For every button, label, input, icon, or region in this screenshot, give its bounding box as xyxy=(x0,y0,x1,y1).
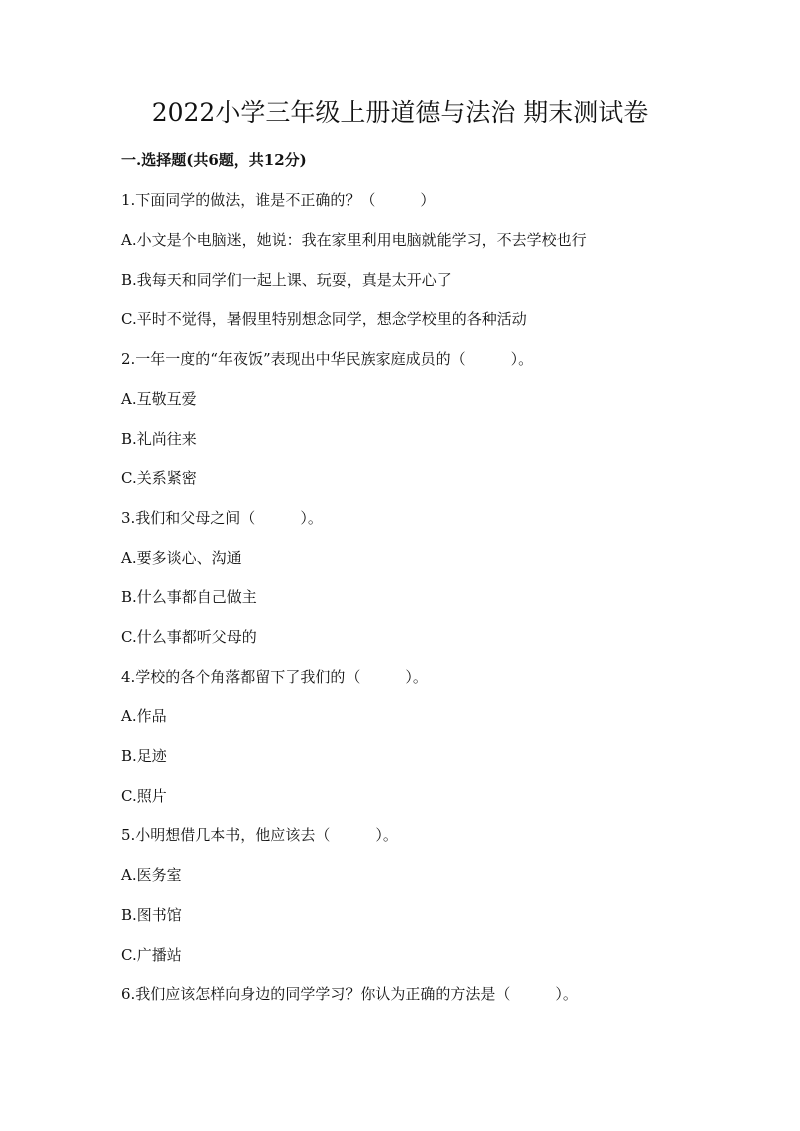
question-3-stem: 3.我们和父母之间（ ）。 xyxy=(121,509,323,527)
section-heading: 一.选择题(共6题，共12分) xyxy=(121,151,307,169)
question-3-option-b: B.什么事都自己做主 xyxy=(121,588,257,606)
question-3-option-a: A.要多谈心、沟通 xyxy=(121,549,242,567)
question-2-option-b: B.礼尚往来 xyxy=(121,430,197,448)
question-5-option-c: C.广播站 xyxy=(121,946,182,964)
question-4-option-c: C.照片 xyxy=(121,787,167,805)
question-2-option-c: C.关系紧密 xyxy=(121,469,197,487)
exam-title: 2022小学三年级上册道德与法治 期末测试卷 xyxy=(151,98,649,127)
question-1-option-c: C.平时不觉得，暑假里特别想念同学，想念学校里的各种活动 xyxy=(121,310,527,328)
question-1-option-b: B.我每天和同学们一起上课、玩耍，真是太开心了 xyxy=(121,271,452,289)
question-1-stem: 1.下面同学的做法，谁是不正确的？（ ） xyxy=(121,191,436,209)
question-5-option-a: A.医务室 xyxy=(121,866,182,884)
question-3-option-c: C.什么事都听父母的 xyxy=(121,628,257,646)
question-6-stem: 6.我们应该怎样向身边的同学学习？你认为正确的方法是（ ）。 xyxy=(121,985,578,1003)
question-4-option-b: B.足迹 xyxy=(121,747,167,765)
question-5-stem: 5.小明想借几本书，他应该去（ ）。 xyxy=(121,826,398,844)
question-2-stem: 2.一年一度的“年夜饭”表现出中华民族家庭成员的（ ）。 xyxy=(121,350,534,368)
question-5-option-b: B.图书馆 xyxy=(121,906,182,924)
question-4-option-a: A.作品 xyxy=(121,707,167,725)
question-4-stem: 4.学校的各个角落都留下了我们的（ ）。 xyxy=(121,668,428,686)
question-1-option-a: A.小文是个电脑迷，她说：我在家里利用电脑就能学习，不去学校也行 xyxy=(121,231,587,249)
question-2-option-a: A.互敬互爱 xyxy=(121,390,197,408)
